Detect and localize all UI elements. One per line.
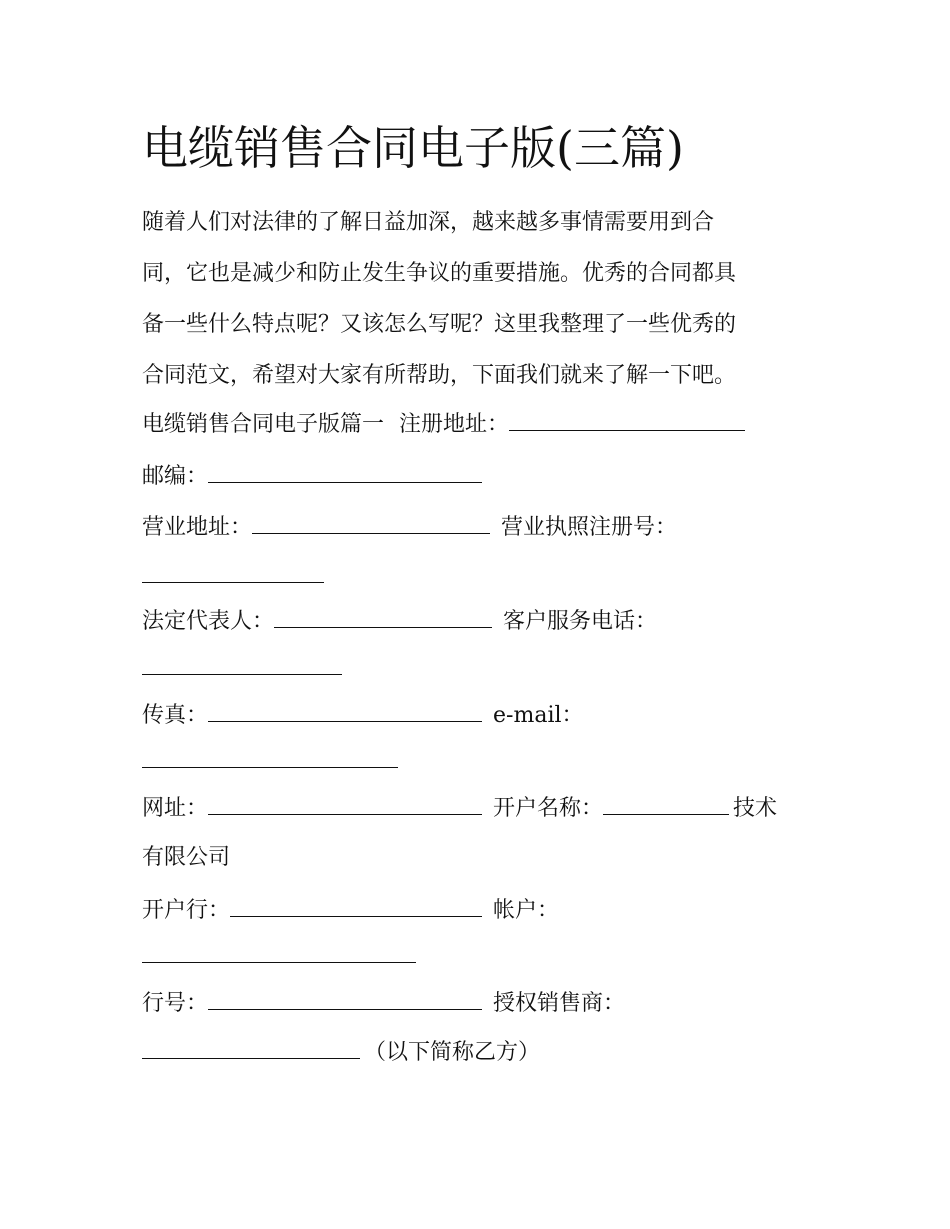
fax-row — [142, 701, 584, 731]
account-blank[interactable] — [142, 942, 416, 963]
intro-line-2: 同，它也是减少和防止发生争议的重要措施。优秀的合同都具 — [142, 261, 737, 286]
fax-label: 传真： — [142, 703, 209, 728]
authorized-dealer-row — [142, 1038, 540, 1068]
service-phone-row — [142, 654, 346, 684]
account-name-suffix-row — [142, 843, 230, 873]
bank-code-label: 行号： — [142, 991, 209, 1016]
party-b-note: （以下简称乙方） — [364, 1040, 541, 1065]
authorized-dealer-blank[interactable] — [142, 1038, 360, 1059]
account-label: 帐户： — [493, 898, 560, 923]
website-blank[interactable] — [208, 794, 482, 815]
bank-code-blank[interactable] — [208, 989, 482, 1010]
bank-label: 开户行： — [142, 898, 231, 923]
document-title: 电缆销售合同电子版(三篇) — [142, 121, 684, 175]
postcode-row — [142, 462, 486, 492]
account-row — [142, 942, 420, 972]
postcode-blank[interactable] — [208, 462, 482, 483]
business-license-label: 营业执照注册号： — [501, 515, 678, 540]
website-label: 网址： — [142, 796, 209, 821]
business-address-row — [142, 513, 677, 543]
registered-address-label: 注册地址： — [399, 412, 510, 437]
business-address-label: 营业地址： — [142, 515, 253, 540]
bank-code-row — [142, 989, 625, 1019]
intro-line-4: 合同范文，希望对大家有所帮助，下面我们就来了解一下吧。 — [142, 363, 737, 388]
legal-rep-blank[interactable] — [274, 607, 492, 628]
intro-line-1: 随着人们对法律的了解日益加深，越来越多事情需要用到合 — [142, 210, 715, 235]
business-address-blank[interactable] — [252, 513, 490, 534]
account-name-blank[interactable] — [603, 794, 729, 815]
legal-rep-label: 法定代表人： — [142, 609, 275, 634]
business-license-blank[interactable] — [142, 562, 324, 583]
fax-blank[interactable] — [208, 701, 482, 722]
registered-address-row — [142, 410, 749, 440]
email-blank[interactable] — [142, 747, 398, 768]
bank-row — [142, 896, 559, 926]
bank-blank[interactable] — [230, 896, 482, 917]
account-name-label: 开户名称： — [493, 796, 604, 821]
registered-address-blank[interactable] — [509, 410, 745, 431]
service-phone-blank[interactable] — [142, 654, 342, 675]
business-license-row — [142, 562, 328, 592]
account-name-suffix: 技术 — [733, 796, 778, 821]
intro-line-3: 备一些什么特点呢？又该怎么写呢？这里我整理了一些优秀的 — [142, 312, 737, 337]
account-name-suffix2: 有限公司 — [142, 845, 231, 870]
website-row — [142, 794, 777, 824]
email-label: e-mail： — [493, 703, 584, 728]
service-phone-label: 客户服务电话： — [503, 609, 658, 634]
legal-rep-row — [142, 607, 657, 637]
authorized-dealer-label: 授权销售商： — [493, 991, 626, 1016]
section-heading: 电缆销售合同电子版篇一 — [142, 412, 385, 437]
email-row — [142, 747, 402, 777]
postcode-label: 邮编： — [142, 464, 209, 489]
